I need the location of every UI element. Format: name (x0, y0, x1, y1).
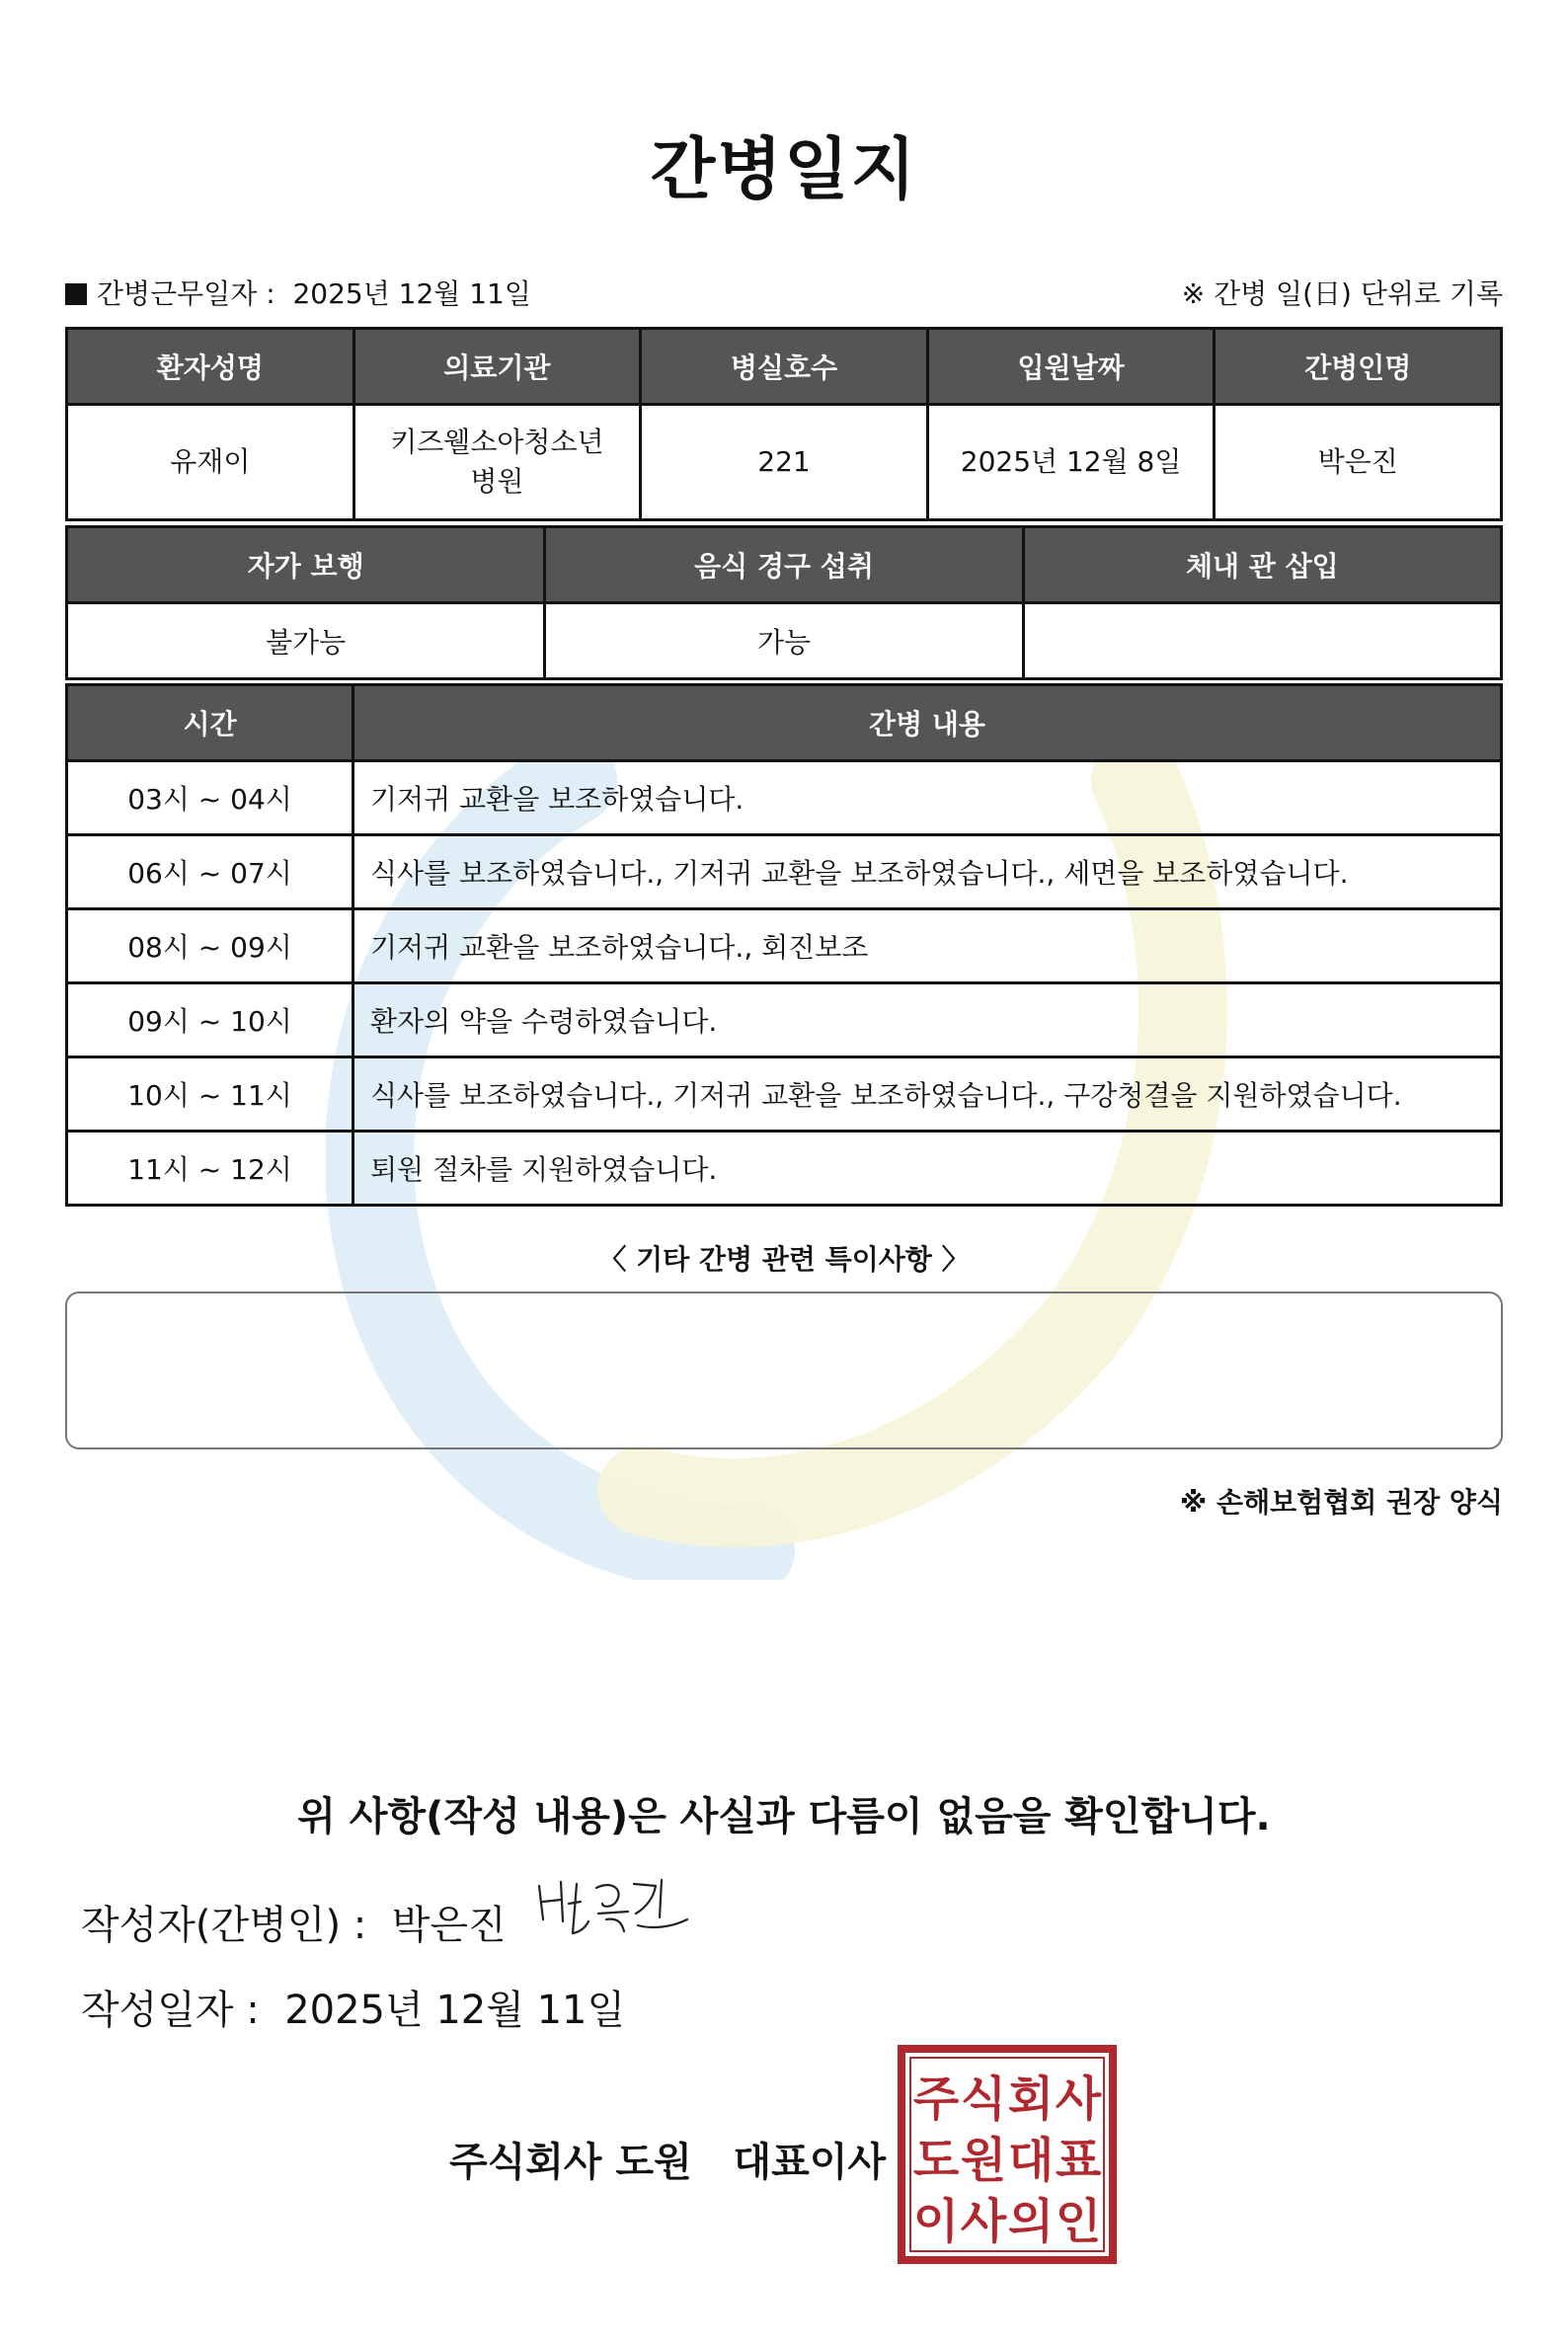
walking-status: 불가능 (67, 603, 545, 679)
time-cell: 03시 ~ 04시 (67, 761, 353, 835)
header-cell: 의료기관 (353, 329, 641, 405)
work-date-label: 간병근무일자 (97, 277, 258, 310)
table-row (67, 1057, 1502, 1132)
time-cell: 09시 ~ 10시 (67, 983, 353, 1057)
room-number: 221 (641, 405, 928, 520)
svg-text:주: 주 (912, 2072, 960, 2127)
confirmation-statement: 위 사항(작성 내용)은 사실과 다름이 없음을 확인합니다. (297, 1794, 1271, 1839)
time-cell: 10시 ~ 11시 (67, 1057, 353, 1132)
table-row (67, 909, 1502, 983)
table-row (67, 761, 1502, 835)
time-cell: 11시 ~ 12시 (67, 1132, 353, 1206)
hospital-name-text: 키즈웰소아청소년병원 (390, 426, 604, 498)
svg-text:인: 인 (1055, 2194, 1102, 2249)
header-cell: 시간 (67, 685, 353, 761)
handwritten-signature (533, 1874, 691, 1943)
table-row (67, 835, 1502, 909)
admission-date: 2025년 12월 8일 (927, 405, 1215, 520)
time-cell: 06시 ~ 07시 (67, 835, 353, 909)
svg-text:대: 대 (1007, 2133, 1055, 2188)
svg-text:식: 식 (960, 2072, 1007, 2127)
header-cell: 음식 경구 섭취 (545, 527, 1023, 603)
patient-info-table (65, 327, 1503, 521)
care-content-cell: 기저귀 교환을 보조하였습니다. (353, 761, 1502, 835)
svg-text:원: 원 (960, 2133, 1007, 2188)
care-log-table (65, 683, 1503, 1207)
work-date-value: 2025년 12월 11일 (292, 277, 531, 310)
header-cell: 병실호수 (641, 329, 928, 405)
care-content-cell: 식사를 보조하였습니다., 기저귀 교환을 보조하였습니다., 세면을 보조하였습니다. (353, 835, 1502, 909)
table-row (67, 603, 1502, 679)
company-seal-stamp (897, 2044, 1118, 2265)
oral-intake-status: 가능 (545, 603, 1023, 679)
svg-text:회: 회 (1007, 2072, 1055, 2127)
header-cell: 환자성명 (67, 329, 354, 405)
company-representative: 주식회사 도원 대표이사 (449, 2140, 887, 2185)
care-content-cell: 퇴원 절차를 지원하였습니다. (353, 1132, 1502, 1206)
header-cell: 간병인명 (1215, 329, 1502, 405)
svg-text:의: 의 (1007, 2194, 1055, 2249)
writer-name: 박은진 (391, 1903, 507, 1948)
hospital-name (353, 405, 641, 520)
table-header-row (67, 685, 1502, 761)
special-notes-box (65, 1291, 1503, 1449)
work-date-line: 간병근무일자 : 2025년 12월 11일 (65, 273, 531, 312)
table-header-row (67, 527, 1502, 603)
table-row (67, 405, 1502, 520)
write-date-label: 작성일자 : (81, 1988, 260, 2033)
writer-label: 작성자(간병인) : (81, 1903, 367, 1948)
special-notes-title: 〈 기타 간병 관련 특이사항 〉 (598, 1243, 970, 1276)
daily-record-note: ※ 간병 일(日) 단위로 기록 (1181, 277, 1503, 310)
patient-status-table (65, 525, 1503, 680)
square-bullet-icon (65, 283, 87, 305)
header-cell: 체내 관 삽입 (1023, 527, 1501, 603)
page-title: 간병일지 (650, 131, 918, 209)
svg-text:사: 사 (960, 2194, 1007, 2249)
care-content-cell: 기저귀 교환을 보조하였습니다., 회진보조 (353, 909, 1502, 983)
caregiver-name: 박은진 (1215, 405, 1502, 520)
recommended-form-note: ※ 손해보험협회 권장 양식 (1180, 1486, 1503, 1519)
table-header-row (67, 329, 1502, 405)
header-cell: 간병 내용 (353, 685, 1502, 761)
time-cell: 08시 ~ 09시 (67, 909, 353, 983)
writer-line (81, 1894, 507, 1950)
table-row (67, 983, 1502, 1057)
care-content-cell: 환자의 약을 수령하였습니다. (353, 983, 1502, 1057)
header-cell: 자가 보행 (67, 527, 545, 603)
tube-insertion-status (1023, 603, 1501, 679)
header-cell: 입원날짜 (927, 329, 1215, 405)
write-date-value: 2025년 12월 11일 (284, 1988, 626, 2033)
svg-text:사: 사 (1055, 2072, 1102, 2127)
write-date-line (81, 1979, 625, 2035)
care-content-cell: 식사를 보조하였습니다., 기저귀 교환을 보조하였습니다., 구강청결을 지원하였습니다. (353, 1057, 1502, 1132)
svg-text:표: 표 (1055, 2133, 1102, 2188)
svg-text:이: 이 (912, 2194, 960, 2249)
patient-name: 유재이 (67, 405, 354, 520)
table-row (67, 1132, 1502, 1206)
svg-text:도: 도 (912, 2133, 960, 2188)
